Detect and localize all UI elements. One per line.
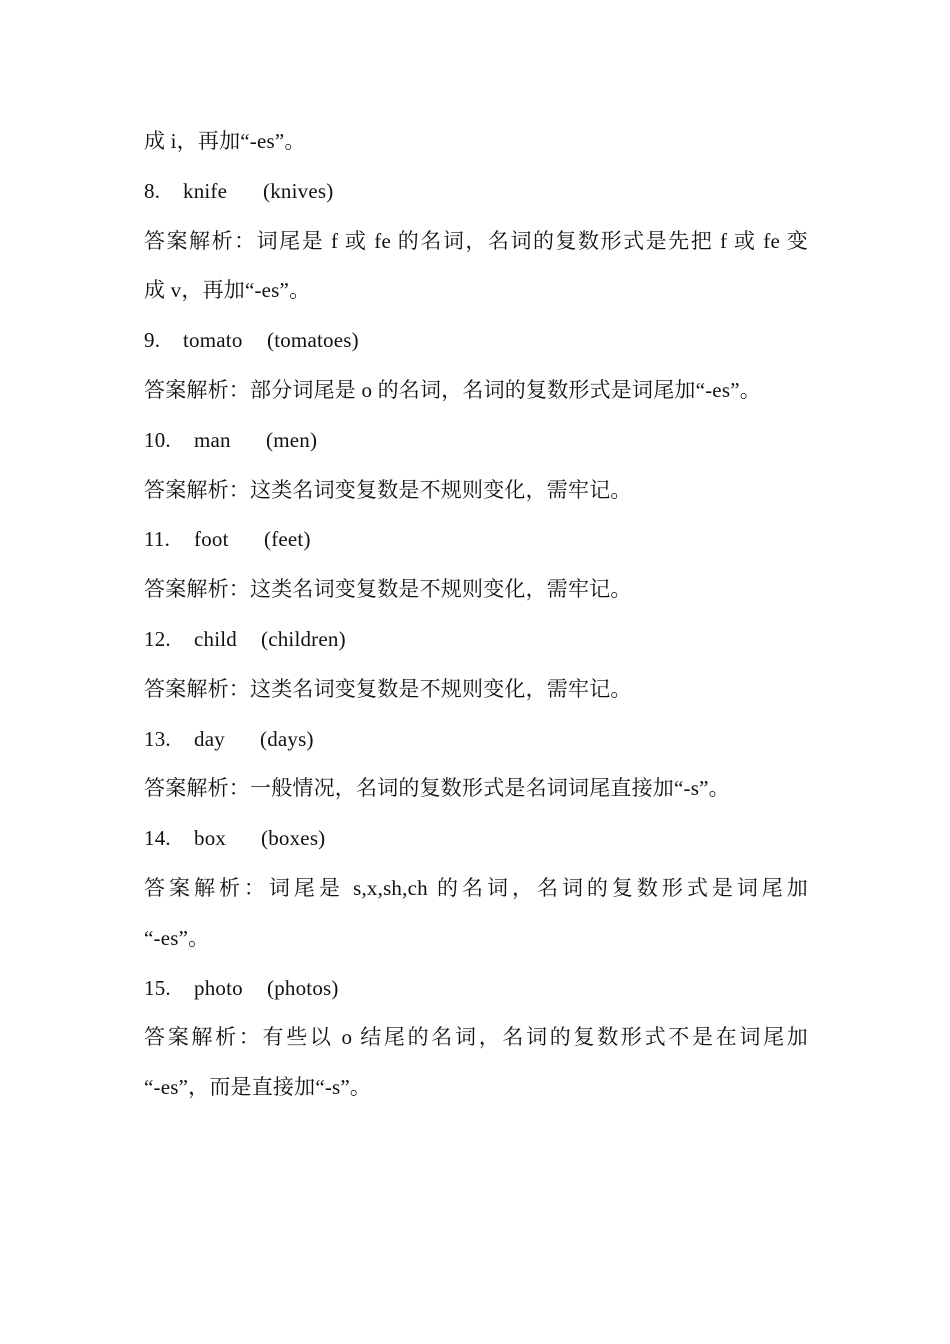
item-word: tomato [183, 328, 243, 353]
item-plural: (tomatoes) [267, 328, 359, 353]
text-line: 成 v，再加“-es”。 [144, 278, 311, 303]
explanation-line: 答案解析：有些以 o 结尾的名词，名词的复数形式不是在词尾加 [144, 1025, 808, 1050]
item-number: 11. [144, 527, 171, 552]
answer-item-10 [144, 420, 808, 470]
item-number: 12. [144, 626, 171, 651]
answer-item-14 [144, 818, 808, 868]
text-line: 成 i，再加“-es”。 [144, 129, 306, 153]
explanation-line: 答案解析：词尾是 s,x,sh,ch 的名词，名词的复数形式是词尾加 [144, 875, 808, 900]
answer-item-8 [144, 171, 808, 221]
answer-item-15 [144, 968, 808, 1018]
item-number: 10. [144, 427, 171, 452]
explanation-line: 答案解析：这类名词变复数是不规则变化，需牢记。 [144, 577, 632, 602]
text-line: “-es”，而是直接加“-s”。 [144, 1075, 372, 1100]
item-plural: (men) [266, 427, 318, 452]
item-number: 14. [144, 826, 171, 851]
item-plural: (knives) [263, 178, 334, 203]
text-line: “-es”。 [144, 925, 210, 950]
explanation-line: 答案解析：词尾是 f 或 fe 的名词，名词的复数形式是先把 f 或 fe 变 [144, 228, 808, 253]
document-body [144, 121, 808, 1117]
item-plural: (boxes) [261, 826, 326, 851]
answer-item-11 [144, 519, 808, 569]
item-word: man [194, 427, 231, 452]
item-number: 8. [144, 178, 161, 203]
item-number: 13. [144, 726, 171, 751]
item-plural: (children) [261, 626, 346, 651]
explanation-line: 答案解析：这类名词变复数是不规则变化，需牢记。 [144, 676, 632, 701]
explanation-line: 答案解析：部分词尾是 o 的名词，名词的复数形式是词尾加“-es”。 [144, 377, 761, 402]
answer-item-9 [144, 320, 808, 370]
item-word: photo [194, 975, 243, 1000]
item-word: knife [183, 178, 228, 203]
item-word: day [194, 726, 225, 751]
item-word: box [194, 826, 227, 851]
answer-item-12 [144, 619, 808, 669]
item-number: 9. [144, 328, 161, 353]
explanation-line: 答案解析：一般情况，名词的复数形式是名词词尾直接加“-s”。 [144, 776, 730, 801]
explanation-line: 答案解析：这类名词变复数是不规则变化，需牢记。 [144, 477, 632, 502]
item-word: child [194, 626, 237, 651]
item-plural: (photos) [267, 975, 339, 1000]
item-number: 15. [144, 975, 171, 1000]
item-word: foot [194, 527, 229, 552]
item-plural: (days) [260, 726, 314, 751]
answer-item-13 [144, 719, 808, 769]
item-plural: (feet) [264, 527, 311, 552]
